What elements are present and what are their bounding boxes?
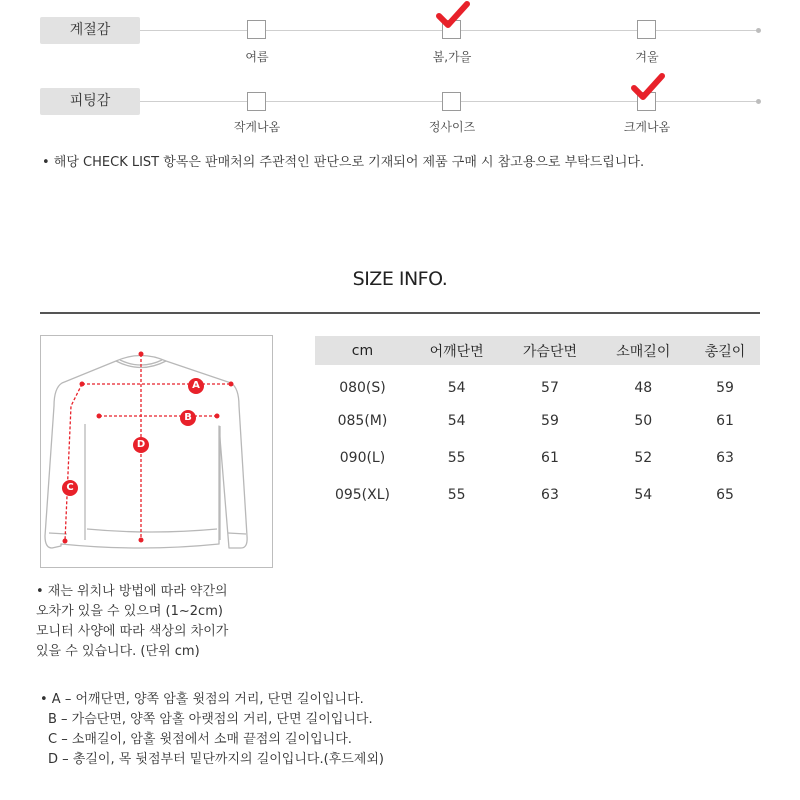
fit-option-large: 크게나옴 [623, 120, 671, 134]
checklist-label-season: 계절감 [40, 17, 140, 44]
size-cell: 080(S) [339, 379, 386, 396]
table-cell: 54 [447, 379, 466, 396]
size-cell: 095(XL) [334, 486, 390, 503]
legend-line: • A – 어깨단면, 양쪽 암홀 윗점의 거리, 단면 길이입니다. [40, 692, 364, 707]
table-cell: 54 [447, 412, 466, 429]
legend-line: D – 총길이, 목 뒷점부터 밑단까지의 길이입니다.(후드제외) [48, 752, 384, 767]
size-cell: 090(L) [339, 449, 386, 466]
table-row [315, 476, 760, 513]
table-cell: 48 [634, 379, 653, 396]
table-row [315, 439, 760, 476]
sweater-illustration [41, 336, 272, 567]
measure-label-c: C [62, 480, 78, 496]
fit-track-end [756, 99, 761, 104]
table-row [315, 402, 760, 439]
season-option-spring-fall: 봄,가을 [432, 50, 472, 64]
note-line: 있을 수 있습니다. (단위 cm) [36, 644, 200, 659]
column-header: cm [315, 336, 410, 365]
column-header: 가슴단면 [503, 336, 596, 365]
season-checkbox-winter[interactable] [637, 20, 656, 39]
measure-label-a: A [188, 378, 204, 394]
check-mark-icon [436, 1, 470, 31]
table-cell: 61 [541, 449, 559, 466]
checklist-note: • 해당 CHECK LIST 항목은 판매처의 주관적인 판단으로 기재되어 제품 구매 시 참고용으로 부탁드립니다. [42, 155, 645, 170]
fit-option-small: 작게나옴 [233, 120, 281, 134]
check-mark-icon [631, 73, 665, 103]
note-line: 오차가 있을 수 있으며 (1~2cm) [36, 604, 223, 619]
fit-checkbox-small[interactable] [247, 92, 266, 111]
table-cell: 63 [716, 449, 734, 466]
table-row [315, 365, 760, 402]
fit-checkbox-true-size[interactable] [442, 92, 461, 111]
measurement-legend [40, 690, 384, 770]
table-cell: 57 [541, 379, 559, 396]
table-cell: 59 [541, 412, 559, 429]
measure-label-d: D [133, 437, 149, 453]
fit-option-true-size: 정사이즈 [428, 120, 476, 134]
legend-line: B – 가슴단면, 양쪽 암홀 아랫점의 거리, 단면 길이입니다. [48, 712, 373, 727]
table-cell: 65 [716, 486, 734, 503]
table-cell: 50 [634, 412, 653, 429]
table-cell: 61 [716, 412, 734, 429]
table-cell: 52 [634, 449, 653, 466]
column-header: 총길이 [690, 336, 760, 365]
table-cell: 55 [447, 449, 466, 466]
size-table-header [315, 336, 760, 365]
size-info-title: SIZE INFO. [352, 268, 448, 290]
checklist-label-fit: 피팅감 [40, 88, 140, 115]
legend-line: C – 소매길이, 암홀 윗점에서 소매 끝점의 길이입니다. [48, 732, 352, 747]
measurement-note [36, 582, 228, 662]
table-cell: 63 [541, 486, 559, 503]
measure-label-b: B [180, 410, 196, 426]
note-line: 모니터 사양에 따라 색상의 차이가 [36, 624, 229, 639]
size-cell: 085(M) [337, 412, 388, 429]
note-line: • 재는 위치나 방법에 따라 약간의 [36, 584, 228, 599]
table-cell: 54 [634, 486, 653, 503]
column-header: 어깨단면 [410, 336, 503, 365]
season-option-winter: 겨울 [635, 50, 659, 64]
table-cell: 59 [716, 379, 734, 396]
column-header: 소매길이 [597, 336, 690, 365]
size-info-divider [40, 312, 760, 314]
table-cell: 55 [447, 486, 466, 503]
season-option-summer: 여름 [245, 50, 269, 64]
season-track-end [756, 28, 761, 33]
garment-diagram [40, 335, 273, 568]
season-checkbox-summer[interactable] [247, 20, 266, 39]
size-table [315, 336, 760, 513]
